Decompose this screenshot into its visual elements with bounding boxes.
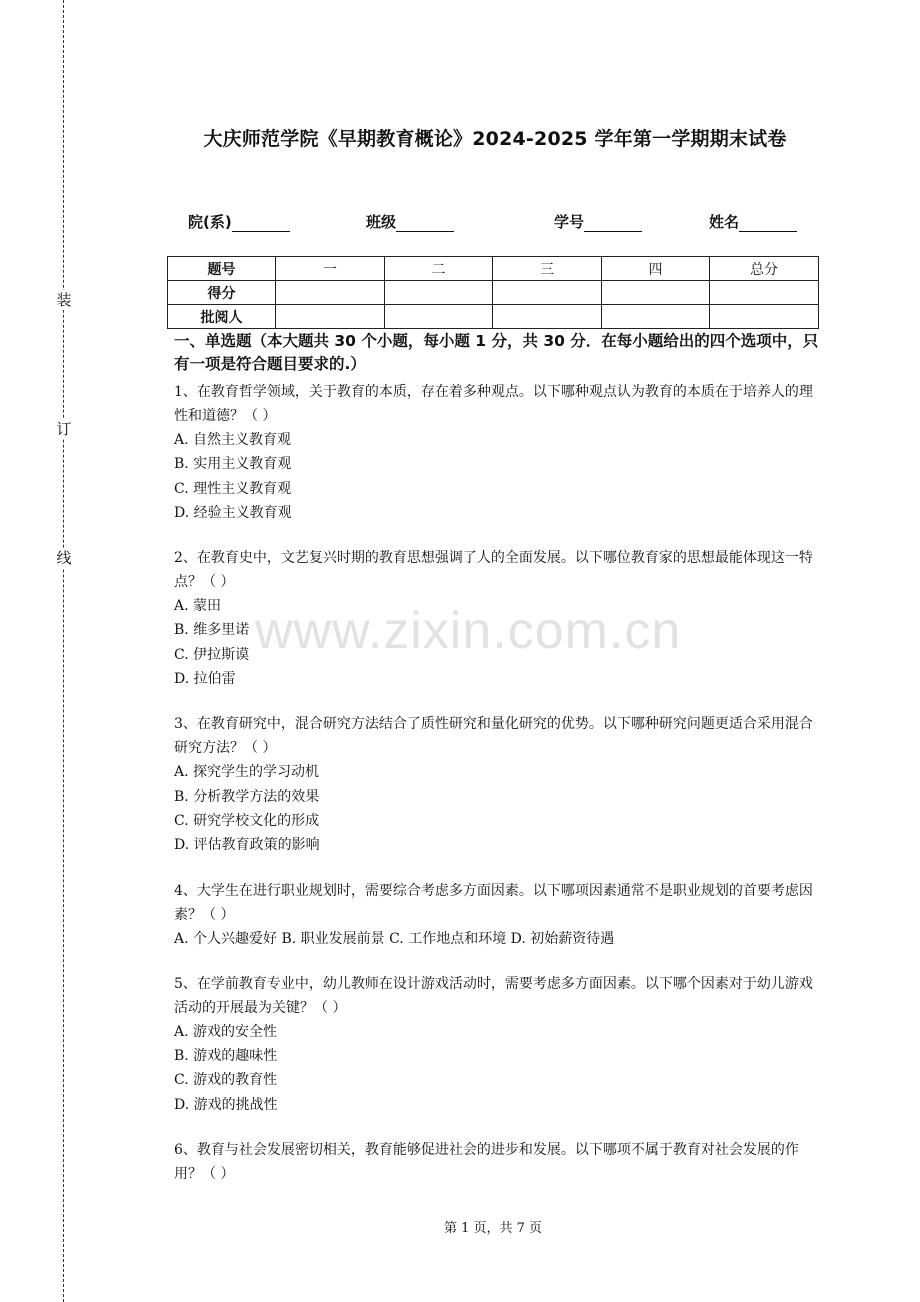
binding-label-ding: 订 <box>54 419 74 439</box>
department-blank[interactable] <box>232 215 290 232</box>
name-field <box>709 211 797 232</box>
reviewer-cell[interactable] <box>493 305 602 329</box>
score-cell[interactable] <box>710 281 819 305</box>
student-id-label: 学号 <box>554 213 585 231</box>
question-3 <box>174 712 820 857</box>
question-option: C. 伊拉斯谟 <box>174 646 250 663</box>
question-option: C. 研究学校文化的形成 <box>174 812 320 829</box>
question-option: B. 分析教学方法的效果 <box>174 788 320 805</box>
score-col-header: 三 <box>493 257 602 281</box>
score-table <box>167 256 819 329</box>
question-option: A. 自然主义教育观 <box>174 432 292 448</box>
binding-dashed-line <box>63 0 64 1302</box>
question-option: A. 蒙田 <box>174 598 222 615</box>
question-option: D. 拉伯雷 <box>174 671 236 688</box>
reviewer-cell[interactable] <box>602 305 710 329</box>
class-field <box>366 211 454 232</box>
score-cell[interactable] <box>493 281 602 305</box>
question-2 <box>174 546 820 691</box>
question-stem: 1、在教育哲学领域，关于教育的本质，存在着多种观点。以下哪种观点认为教育的本质在于培养人的理性和道德？（ ） <box>174 384 813 424</box>
question-stem: 5、在学前教育专业中，幼儿教师在设计游戏活动时，需要考虑多方面因素。以下哪个因素对于幼儿游戏活动的开展最为关键？（ ） <box>174 975 813 1016</box>
score-cell[interactable] <box>385 281 493 305</box>
question-inline-options: A. 个人兴趣爱好 B. 职业发展前景 C. 工作地点和环境 D. 初始薪资待遇 <box>174 930 615 947</box>
score-col-header: 四 <box>602 257 710 281</box>
question-option: B. 实用主义教育观 <box>174 456 292 473</box>
question-option: B. 游戏的趣味性 <box>174 1048 278 1065</box>
score-row-label: 得分 <box>168 281 276 305</box>
question-option: D. 游戏的挑战性 <box>174 1096 278 1113</box>
class-label: 班级 <box>366 213 397 231</box>
question-4 <box>174 879 820 951</box>
score-col-header: 一 <box>276 257 385 281</box>
reviewer-cell[interactable] <box>385 305 493 329</box>
question-stem: 4、大学生在进行职业规划时，需要综合考虑多方面因素。以下哪项因素通常不是职业规划的首要考虑因素？（ ） <box>174 882 813 923</box>
question-option: D. 评估教育政策的影响 <box>174 837 320 854</box>
reviewer-cell[interactable] <box>276 305 385 329</box>
exam-content <box>174 330 820 1207</box>
question-option: D. 经验主义教育观 <box>174 504 292 521</box>
binding-label-xian: 线 <box>54 548 74 568</box>
question-option: C. 游戏的教育性 <box>174 1072 278 1089</box>
exam-title: 大庆师范学院《早期教育概论》2024-2025 学年第一学期期末试卷 <box>203 128 787 150</box>
class-blank[interactable] <box>396 215 454 232</box>
score-col-header: 二 <box>385 257 493 281</box>
name-blank[interactable] <box>739 215 797 232</box>
score-col-header: 总分 <box>710 257 819 281</box>
section-heading: 一、单选题（本大题共 30 个小题，每小题 1 分，共 30 分．在每小题给出的四个选项中，只有一项是符合题目要求的.） <box>174 332 819 373</box>
question-5 <box>174 972 820 1117</box>
question-option: A. 探究学生的学习动机 <box>174 764 320 781</box>
watermark: www.zixin.com.cn <box>255 602 682 660</box>
score-table-reviewer-row <box>168 305 819 329</box>
question-stem: 3、在教育研究中，混合研究方法结合了质性研究和量化研究的优势。以下哪种研究问题更适合采用混合研究方法？（ ） <box>174 716 813 757</box>
binding-label-zhuang: 装 <box>54 290 74 310</box>
question-option: A. 游戏的安全性 <box>174 1023 278 1040</box>
score-row-label: 批阅人 <box>168 305 276 329</box>
department-label: 院(系) <box>188 213 232 231</box>
reviewer-cell[interactable] <box>710 305 819 329</box>
question-1 <box>174 380 820 525</box>
score-table-score-row <box>168 281 819 305</box>
question-stem: 6、教育与社会发展密切相关，教育能够促进社会的进步和发展。以下哪项不属于教育对社会发展的作用？（ ） <box>174 1142 799 1183</box>
page-footer: 第 1 页，共 7 页 <box>443 1221 543 1236</box>
score-cell[interactable] <box>602 281 710 305</box>
score-table-header-row <box>168 257 819 281</box>
name-label: 姓名 <box>709 213 740 231</box>
student-id-field <box>554 211 642 232</box>
student-id-blank[interactable] <box>584 215 642 232</box>
question-stem: 2、在教育史中，文艺复兴时期的教育思想强调了人的全面发展。以下哪位教育家的思想最能体现这一特点？（ ） <box>174 550 813 591</box>
question-6 <box>174 1138 820 1186</box>
score-row-label: 题号 <box>168 257 276 281</box>
question-option: C. 理性主义教育观 <box>174 480 292 497</box>
score-cell[interactable] <box>276 281 385 305</box>
question-option: B. 维多里诺 <box>174 622 250 639</box>
department-field <box>188 211 290 232</box>
